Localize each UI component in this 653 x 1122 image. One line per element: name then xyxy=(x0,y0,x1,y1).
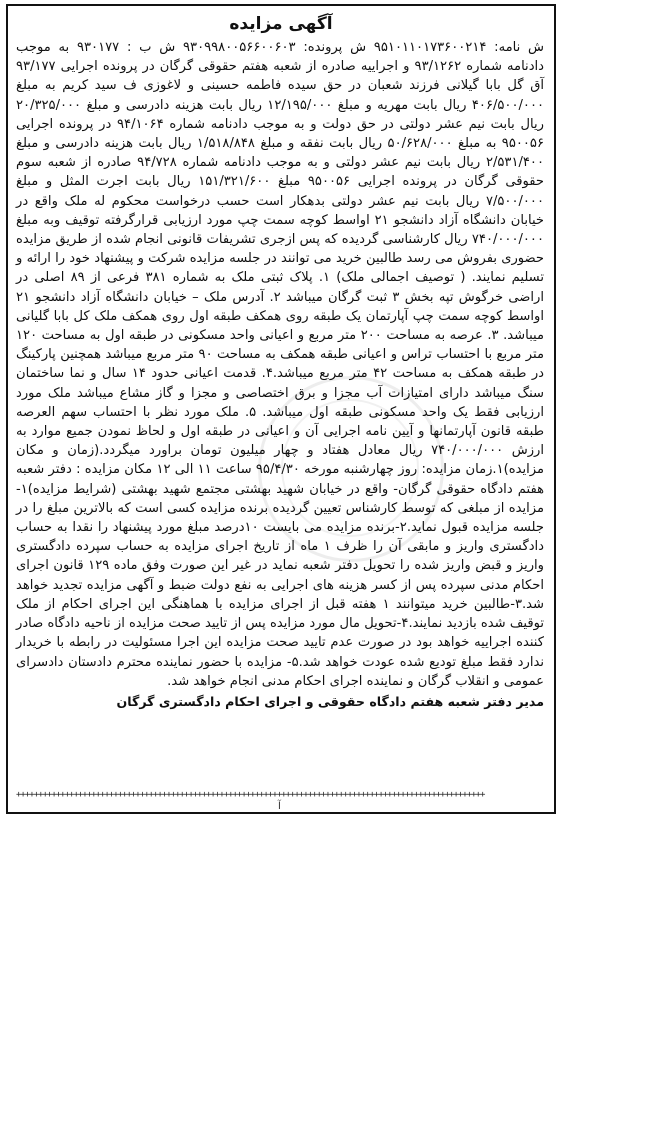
notice-body-text: ش نامه: ۹۵۱۰۱۱۰۱۷۳۶۰۰۲۱۴ ش پرونده: ۹۳۰۹۹۸۰۰۵۶۶۰۰۶۰۳ ش ب : ۹۳۰۱۷۷ به موجب دادنامه شماره ۹۳/۱۲۶۲ و اجراییه صادره از شعبه هفتم حقوقی گرگان در پرونده اجرایی ۹۳/۱۷۷ آق گل بابا گیلانی فرزند شعبان در حق سیده فاطمه حسینی و لاغوزی ف سید کریم به مبلغ ۴۰۶/۵۰۰/۰۰۰ ریال بابت مهریه و مبلغ ۱۲/۱۹۵/۰۰۰ ریال بابت هزینه دادرسی و مبلغ ۲۰/۳۲۵/۰۰۰ ریال بابت نیم عشر دولتی در حق دولت و به موجب دادنامه شماره ۹۴/۱۰۶۴ در پرونده اجرایی ۹۵۰۰۵۶ به مبلغ ۵۰/۶۲۸/۰۰۰ ریال بابت نفقه و مبلغ ۱/۵۱۸/۸۴۸ ریال بابت هزینه دادرسی و مبلغ ۲/۵۳۱/۴۰۰ ریال بابت نیم عشر دولتی و به موجب دادنامه شماره ۹۴/۷۲۸ صادره از شعبه سوم حقوقی گرگان در پرونده اجرایی ۹۵۰۰۵۶ مبلغ ۱۵۱/۳۲۱/۶۰۰ ریال بابت اجرت المثل و مبلغ ۷/۵۰۰/۰۰۰ ریال بابت نیم عشر دولتی بدهکار است حسب درخواست محکوم له ملک واقع در خیابان دانشگاه آزاد دانشجو ۲۱ اواسط کوچه سمت چپ مورد ارزیابی قرارگرفته توقیف وبه مبلغ ۷۴۰/۰۰۰/۰۰۰ ریال کارشناسی گردیده که پس ازجری تشریفات قانونی انجام شده از طریق مزایده حضوری بفروش می رسد طالبین خرید می توانند در جلسه مزایده شرکت و پیشنهاد خود را ارائه و تسلیم نمایند. ( توصیف اجمالی ملک) ۱. پلاک ثبتی ملک به شماره ۳۸۱ فرعی از ۸۹ اصلی در اراضی خرگوش تپه بخش ۳ ثبت گرگان میباشد ۲. آدرس ملک – خیابان دانشگاه آزاد دانشجو ۲۱ اواسط کوچه سمت چپ آپارتمان یک طبقه روی همکف طبقه اول روی همکف ملک کل بابا گلیانی میباشد. ۳. عرصه به مساحت ۲۰۰ متر مربع و اعیانی واحد مسکونی در طبقه اول به مساحت ۱۲۰ متر مربع با احتساب تراس و اعیانی طبقه همکف به مساحت ۹۰ متر مربع میباشد همچنین پارکینگ در طبقه همکف به مساحت ۴۲ متر مربع میباشد.۴. قدمت اعیانی حدود ۱۴ سال و نما ساختمان سنگ میباشد دارای امتیازات آب مجزا و برق اختصاصی و مجزا و گاز مشاع میباشد ملک مورد ارزیابی فقط یک واحد مسکونی طبقه اول میباشد. ۵. ملک مورد نظر با احتساب سهم العرصه طبقه قانون آپارتمانها و آیین نامه اجرایی آن و اعیانی در طبقه اول و لحاظ نمودن جمیع موارد به ارزش ۷۴۰/۰۰۰/۰۰۰ ریال معادل هفتاد و چهار میلیون تومان براورد میگردد.(زمان و مکان مزایده)۱.زمان مزایده: روز چهارشنبه مورخه ۹۵/۴/۳۰ ساعت ۱۱ الی ۱۲ مکان مزایده : دفتر شعبه هفتم دادگاه حقوقی گرگان- واقع در خیابان شهید بهشتی مجتمع شهید بهشتی (شرایط مزایده)۱- مزایده از مبلغی که توسط کارشناس تعیین گردیده برنده مزایده کسی است که بالاترین مبلغ را در جلسه مزایده قبول نماید.۲-برنده مزایده می بایست ۱۰درصد مبلغ مورد پیشنهاد را نقدا به حساب دادگستری واریز و مابقی آن را ظرف ۱ ماه از تاریخ اجرای مزایده به حساب سپرده دادگستری واریز و قبض واریز شده را تحویل دفتر شعبه نماید در غیر این صورت وفق ماده ۱۲۹ قانون اجرای احکام مدنی سپرده پس از کسر هزینه های اجرایی به نفع دولت ضبط و آگهی مزایده تجدید خواهد شد.۳-طالبین خرید میتوانند ۱ هفته قبل از اجرای مزایده با هماهنگی این اجرای احکام از ملک توقیف شده بازدید نمایند.۴-تحویل مال مورد مزایده پس از تایید صحت مزایده از ناحیه دادگاه صادر کننده اجراییه خواهد بود در صورت عدم تایید صحت مزایده این اجرا مسئولیت در رابطه با خریدار ندارد فقط مبلغ تودیع شده عودت خواهد شد.۵- مزایده با حضور نماینده محترم دادستان دادسرای عمومی و انقلاب گرگان و نماینده اجرای احکام مدنی انجام خواهد شد. xyxy=(16,40,545,689)
notice-signature: مدیر دفتر شعبه هفتم دادگاه حقوقی و اجرای احکام دادگستری گرگان xyxy=(116,693,544,709)
plus-sign-divider: ++++++++++++++++++++++++++++++++++++++++++++++++++++++++++++++++++++++++++++++++++++++++++++++++++++++++++ xyxy=(16,790,485,800)
bottom-cut-text: آ xyxy=(278,801,281,812)
notice-title: آگهی مزایده xyxy=(229,14,333,34)
auction-notice xyxy=(6,4,556,814)
